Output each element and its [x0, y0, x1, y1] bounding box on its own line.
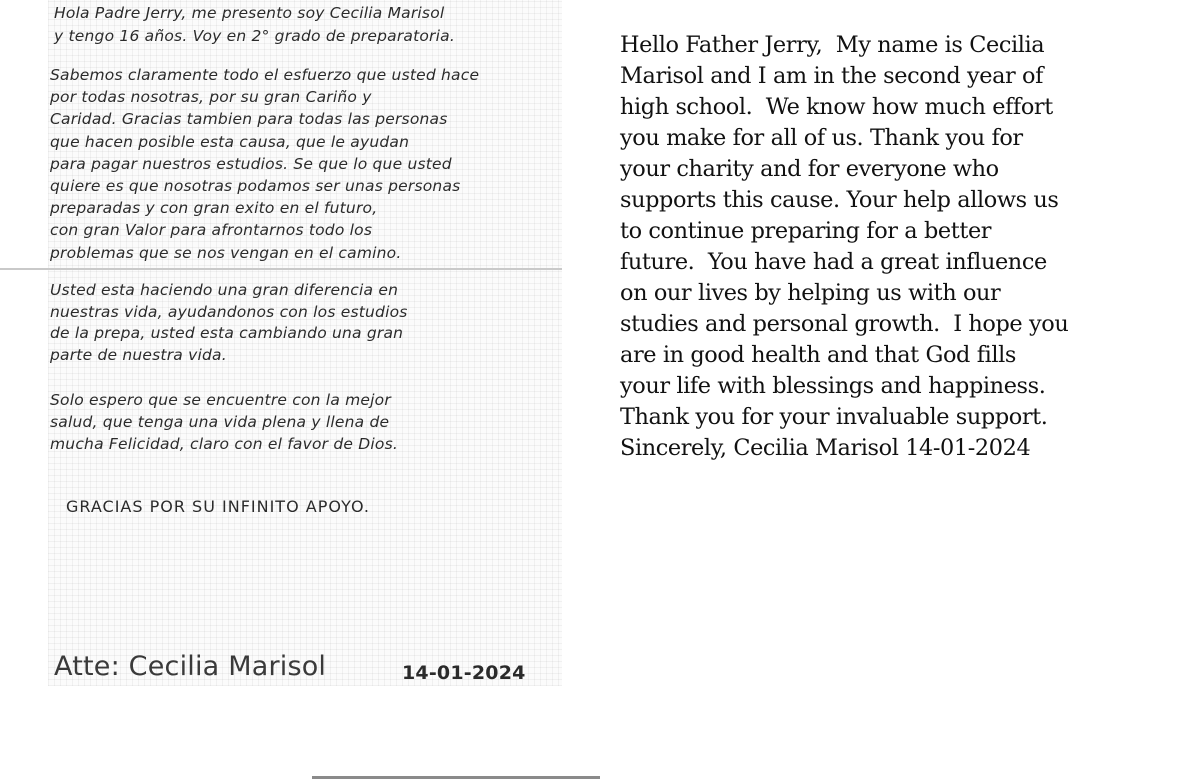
letter-difference-paragraph: Usted esta haciendo una gran diferencia en nuestras vida, ayudandonos con los estudios de la prepa, usted esta cambiando una gran parte de nuestra vida.	[50, 281, 408, 364]
scan-bottom-edge	[312, 776, 600, 779]
english-translation: Hello Father Jerry, My name is Cecilia Marisol and I am in the second year of high school. We know how much effort you make for all of us. Thank you for your charity and for everyone who supports this cause. Your help allows us to continue preparing for a better future. You have had a great influence on our lives by helping us with our studies and personal growth. I hope you are in good health and that God fills your life with blessings and happiness. Thank you for your invaluable support. Sincerely, Cecilia Marisol 14-01-2024	[620, 32, 1069, 461]
letter-greeting-paragraph: Hola Padre Jerry, me presento soy Cecilia Marisol y tengo 16 años. Voy en 2° grado de preparatoria.	[54, 4, 455, 45]
letter-date: 14-01-2024	[402, 662, 526, 684]
letter-signature: Atte: Cecilia Marisol	[54, 651, 327, 682]
letter-wishes-paragraph: Solo espero que se encuentre con la mejor salud, que tenga una vida plena y llena de mucha Felicidad, claro con el favor de Dios.	[50, 391, 398, 453]
letter-closing-line: GRACIAS POR SU INFINITO APOYO.	[66, 497, 370, 516]
paper-fold-line	[0, 268, 562, 270]
letter-effort-paragraph: Sabemos claramente todo el esfuerzo que usted hace por todas nosotras, por su gran Cariño y Caridad. Gracias tambien para todas las personas que hacen posible esta causa, que le ayudan para pagar nuestros estudios. Se que lo que usted quiere es que nosotras podamos ser unas personas preparadas y con gran exito en el futuro, con gran Valor para afrontarnos todo los problemas que se nos vengan en el camino.	[50, 66, 480, 262]
